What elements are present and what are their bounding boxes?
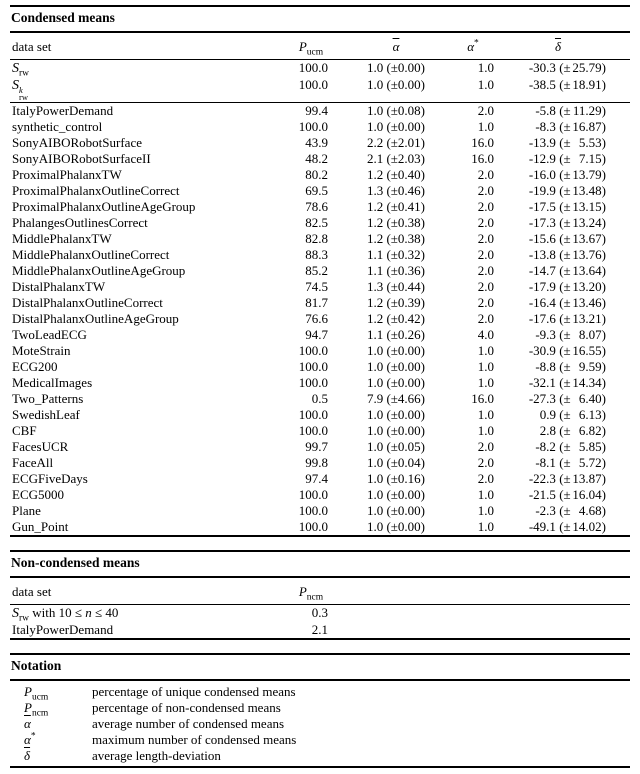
col-header-alpha-mean — [342, 33, 450, 60]
col-header-dataset: data set — [12, 39, 52, 54]
pucm-value: 100.0 — [298, 375, 328, 391]
pucm-value: 100.0 — [298, 343, 328, 359]
delta-bar-symbol: $\overline{\delta}$ — [554, 39, 562, 54]
delta-value: -22.3 (± 13.87) — [528, 471, 606, 487]
notation-symbol — [10, 700, 92, 719]
alpha-mean-value: 1.1 (±0.36) — [366, 263, 426, 279]
alpha-max-value: 1.0 — [477, 519, 494, 535]
notation-description: maximum number of condensed means — [92, 732, 297, 748]
alpha-mean-value: 2.2 (±2.01) — [366, 135, 426, 151]
dataset-row — [10, 60, 630, 78]
alpha-mean-value: 1.0 (±0.00) — [366, 77, 426, 92]
alpha-max-value: 1.0 — [477, 359, 494, 375]
delta-value: -9.3 (± 8.07) — [535, 327, 606, 343]
alpha-max-value: 1.0 — [477, 343, 494, 359]
pucm-value: 78.6 — [305, 199, 328, 215]
dataset-name: Gun_Point — [12, 519, 69, 535]
dataset-row — [10, 622, 630, 639]
alpha-max-value: 2.0 — [477, 311, 494, 327]
alpha-max-value: 1.0 — [477, 407, 494, 423]
alpha-max-value: 16.0 — [471, 151, 494, 167]
dataset-name — [10, 60, 290, 78]
pucm-value: 100.0 — [298, 407, 328, 423]
delta-value: -8.3 (± 16.87) — [535, 119, 606, 135]
delta-value: -14.7 (± 13.64) — [528, 263, 606, 279]
alpha-max-value: 2.0 — [477, 199, 494, 215]
notation-row — [10, 748, 630, 767]
condensed-header-row — [10, 33, 630, 60]
math-symbol: S — [12, 61, 19, 76]
alpha-max-value: 1.0 — [477, 375, 494, 391]
pucm-value: 94.7 — [305, 327, 328, 343]
pucm-value: 88.3 — [305, 247, 328, 263]
dataset-name: DistalPhalanxTW — [12, 279, 106, 295]
dataset-name: DistalPhalanxOutlineAgeGroup — [12, 311, 179, 327]
delta-value: -15.6 (± 13.67) — [528, 231, 606, 247]
pucm-value: 99.8 — [305, 455, 328, 471]
alpha-mean-value: 1.2 (±0.39) — [366, 295, 426, 311]
pucm-value: 81.7 — [305, 295, 328, 311]
dataset-name: SonyAIBORobotSurface — [12, 135, 142, 151]
pucm-value: 100.0 — [298, 503, 328, 519]
alpha-mean-value: 1.3 (±0.46) — [366, 183, 426, 199]
alpha-mean-value: 1.0 (±0.00) — [366, 487, 426, 503]
dataset-name: TwoLeadECG — [12, 327, 87, 343]
alpha-mean-value: 1.0 (±0.00) — [366, 375, 426, 391]
dataset-row — [10, 375, 630, 391]
alpha-max-value: 2.0 — [477, 439, 494, 455]
alpha-max-value: 2.0 — [477, 455, 494, 471]
dataset-row — [10, 77, 630, 103]
alpha-mean-value: 1.2 (±0.38) — [366, 231, 426, 247]
alpha-max-value: 1.0 — [477, 119, 494, 135]
dataset-name: MedicalImages — [12, 375, 93, 391]
condensed-section-title: Condensed means — [11, 10, 115, 25]
dataset-name: FaceAll — [12, 455, 54, 471]
alpha-mean-value: 1.0 (±0.00) — [366, 423, 426, 439]
dataset-name: MiddlePhalanxTW — [12, 231, 112, 247]
dataset-row — [10, 295, 630, 311]
dataset-row — [10, 439, 630, 455]
alpha-max-value: 2.0 — [477, 295, 494, 311]
pucm-value: 100.0 — [298, 423, 328, 439]
dataset-row — [10, 407, 630, 423]
alpha-max-value: 2.0 — [477, 279, 494, 295]
spacer-cell — [342, 622, 630, 639]
alpha-mean-value: 2.1 (±2.03) — [366, 151, 426, 167]
math-symbol: α — [24, 732, 31, 748]
math-symbol: $\overline{\alpha}$ — [24, 716, 31, 732]
pucm-value: 97.4 — [305, 471, 328, 487]
dataset-row — [10, 605, 630, 623]
col-header-pncm — [290, 578, 342, 605]
pucm-value: 100.0 — [298, 487, 328, 503]
dataset-row — [10, 311, 630, 327]
delta-value: 0.9 (± 6.13) — [539, 407, 606, 423]
dataset-name: MiddlePhalanxOutlineCorrect — [12, 247, 170, 263]
math-symbol: $\overline{\delta}$ — [24, 748, 31, 764]
alpha-mean-value: 7.9 (±4.66) — [366, 391, 426, 407]
delta-value: -30.3 (± 25.79) — [528, 60, 606, 75]
dataset-row — [10, 103, 630, 120]
delta-value: -12.9 (± 7.15) — [528, 151, 606, 167]
dataset-row — [10, 231, 630, 247]
spacer-cell — [342, 605, 630, 623]
pucm-value: 100.0 — [298, 77, 328, 92]
alpha-mean-value: 1.0 (±0.00) — [366, 119, 426, 135]
alpha-mean-value: 1.1 (±0.26) — [366, 327, 426, 343]
dataset-row — [10, 503, 630, 519]
pucm-value: 100.0 — [298, 60, 328, 75]
alpha-mean-value: 1.2 (±0.41) — [366, 199, 426, 215]
notation-section — [10, 653, 630, 768]
alpha-mean-value: 1.0 (±0.00) — [366, 343, 426, 359]
dataset-name: synthetic_control — [12, 119, 103, 135]
delta-value: -8.1 (± 5.72) — [535, 455, 606, 471]
math-symbol: S — [12, 606, 19, 622]
non-condensed-section-title: Non-condensed means — [11, 555, 140, 571]
math-symbol: P — [24, 684, 32, 700]
delta-value: -16.4 (± 13.46) — [528, 295, 606, 311]
subscript: rw — [19, 68, 30, 79]
pucm-value: 43.9 — [305, 135, 328, 151]
dataset-row — [10, 247, 630, 263]
dataset-name: PhalangesOutlinesCorrect — [12, 215, 148, 231]
dataset-name: ProximalPhalanxOutlineAgeGroup — [12, 199, 196, 215]
notation-description: percentage of non-condensed means — [92, 700, 281, 716]
subsup-stack: k rw — [19, 84, 28, 103]
dataset-row — [10, 183, 630, 199]
dataset-name: SonyAIBORobotSurfaceII — [12, 151, 151, 167]
dataset-row — [10, 215, 630, 231]
alpha-mean-value: 1.0 (±0.16) — [366, 471, 426, 487]
dataset-name: DistalPhalanxOutlineCorrect — [12, 295, 163, 311]
notation-row — [10, 732, 630, 748]
delta-value: -17.9 (± 13.20) — [528, 279, 606, 295]
notation-row — [10, 716, 630, 732]
col-header-alpha-max — [450, 33, 506, 60]
dataset-row — [10, 167, 630, 183]
alpha-mean-value: 1.3 (±0.44) — [366, 279, 426, 295]
alpha-bar-symbol: $\overline{\alpha}$ — [392, 39, 400, 54]
alpha-max-value: 16.0 — [471, 391, 494, 407]
alpha-mean-value: 1.0 (±0.00) — [366, 407, 426, 423]
notation-symbol — [10, 748, 92, 767]
alpha-max-value: 1.0 — [477, 423, 494, 439]
non-condensed-means-table — [10, 578, 630, 640]
dataset-row — [10, 279, 630, 295]
alpha-max-value: 1.0 — [477, 487, 494, 503]
delta-value: -49.1 (± 14.02) — [528, 519, 606, 535]
alpha-mean-value: 1.0 (±0.05) — [366, 439, 426, 455]
pucm-value: 100.0 — [298, 359, 328, 375]
pucm-value: 69.5 — [305, 183, 328, 199]
alpha-max-value: 4.0 — [477, 327, 494, 343]
alpha-mean-value: 1.2 (±0.40) — [366, 167, 426, 183]
dataset-row — [10, 471, 630, 487]
dataset-name: SwedishLeaf — [12, 407, 80, 423]
spacer-header — [342, 578, 630, 605]
superscript: * — [30, 731, 36, 742]
dataset-row — [10, 391, 630, 407]
pucm-value: 74.5 — [305, 279, 328, 295]
dataset-row — [10, 519, 630, 536]
alpha-mean-value: 1.0 (±0.00) — [366, 503, 426, 519]
delta-value: -13.9 (± 5.53) — [528, 135, 606, 151]
delta-value: -27.3 (± 6.40) — [528, 391, 606, 407]
condensed-special-rows — [10, 60, 630, 103]
dataset-row — [10, 343, 630, 359]
ncm-subscript: ncm — [306, 592, 324, 603]
alpha-mean-value: 1.0 (±0.00) — [366, 519, 426, 535]
alpha-symbol: α — [467, 39, 475, 54]
pucm-value: 0.5 — [311, 391, 328, 407]
delta-value: -17.5 (± 13.15) — [528, 199, 606, 215]
dataset-row — [10, 135, 630, 151]
pucm-value: 99.4 — [305, 103, 328, 119]
p-symbol: P — [298, 39, 307, 54]
pucm-value: 48.2 — [305, 151, 328, 167]
condensed-means-section — [10, 5, 630, 537]
dataset-row — [10, 455, 630, 471]
alpha-max-value: 2.0 — [477, 263, 494, 279]
notation-table — [10, 681, 630, 768]
delta-value: -21.5 (± 16.04) — [528, 487, 606, 503]
alpha-max-value: 2.0 — [477, 167, 494, 183]
subscript: ucm — [31, 692, 49, 703]
alpha-max-value: 2.0 — [477, 183, 494, 199]
dataset-name: ECG200 — [12, 359, 58, 375]
notation-description: percentage of unique condensed means — [92, 684, 296, 700]
col-header-delta — [506, 33, 630, 60]
notation-row — [10, 681, 630, 700]
math-symbol: P — [24, 700, 32, 716]
dataset-row — [10, 359, 630, 375]
delta-value: -17.6 (± 13.21) — [528, 311, 606, 327]
ucm-subscript: ucm — [306, 47, 324, 58]
delta-value: -38.5 (± 18.91) — [528, 77, 606, 92]
dataset-name: ItalyPowerDemand — [12, 622, 114, 638]
dataset-name: Plane — [12, 503, 41, 519]
dataset-row — [10, 119, 630, 135]
dataset-name: ECG5000 — [12, 487, 64, 503]
delta-value: -30.9 (± 16.55) — [528, 343, 606, 359]
delta-value: -19.9 (± 13.48) — [528, 183, 606, 199]
dataset-name: Two_Patterns — [12, 391, 84, 407]
alpha-mean-value: 1.1 (±0.32) — [366, 247, 426, 263]
alpha-max-value: 1.0 — [477, 503, 494, 519]
notation-symbol — [10, 681, 92, 703]
delta-value: -17.3 (± 13.24) — [528, 215, 606, 231]
alpha-mean-value: 1.0 (±0.08) — [366, 103, 426, 119]
delta-value: -13.8 (± 13.76) — [528, 247, 606, 263]
dataset-row — [10, 327, 630, 343]
pucm-value: 100.0 — [298, 119, 328, 135]
notation-section-title: Notation — [11, 658, 62, 674]
alpha-max-value: 2.0 — [477, 231, 494, 247]
col-header-pucm — [290, 33, 342, 60]
alpha-max-value: 2.0 — [477, 247, 494, 263]
dataset-name: MiddlePhalanxOutlineAgeGroup — [12, 263, 186, 279]
alpha-mean-value: 1.0 (±0.04) — [366, 455, 426, 471]
condensed-means-table — [10, 33, 630, 537]
notation-description: average number of condensed means — [92, 716, 285, 732]
delta-value: -8.8 (± 9.59) — [535, 359, 606, 375]
dataset-row — [10, 199, 630, 215]
delta-value: 2.8 (± 6.82) — [539, 423, 606, 439]
non-condensed-rows — [10, 605, 630, 640]
notation-row — [10, 700, 630, 716]
p-symbol: P — [298, 584, 307, 600]
notation-symbol — [10, 732, 92, 748]
pucm-value: 82.8 — [305, 231, 328, 247]
dataset-row — [10, 151, 630, 167]
pucm-value: 85.2 — [305, 263, 328, 279]
alpha-mean-value: 1.0 (±0.00) — [366, 60, 426, 75]
math-variable: n — [85, 605, 92, 621]
delta-value: -8.2 (± 5.85) — [535, 439, 606, 455]
delta-value: -2.3 (± 4.68) — [535, 503, 606, 519]
dataset-name — [10, 77, 290, 103]
delta-value: -5.8 (± 11.29) — [535, 103, 606, 119]
dataset-name: ProximalPhalanxTW — [12, 167, 122, 183]
dataset-row — [10, 423, 630, 439]
alpha-mean-value: 1.2 (±0.38) — [366, 215, 426, 231]
subscript: ncm — [31, 708, 49, 719]
math-symbol: S — [12, 78, 19, 93]
pncm-value: 2.1 — [311, 622, 328, 638]
non-condensed-header-row — [10, 578, 630, 605]
pucm-value: 82.5 — [305, 215, 328, 231]
dataset-name: ItalyPowerDemand — [12, 103, 114, 119]
pucm-value: 100.0 — [298, 519, 328, 535]
notation-rows — [10, 681, 630, 767]
dataset-row — [10, 487, 630, 503]
subscript: rw — [19, 613, 30, 624]
pncm-value: 0.3 — [311, 605, 328, 621]
alpha-mean-value: 1.2 (±0.42) — [366, 311, 426, 327]
alpha-max-value: 2.0 — [477, 471, 494, 487]
dataset-name: FacesUCR — [12, 439, 69, 455]
alpha-max-value: 2.0 — [477, 103, 494, 119]
pucm-value: 76.6 — [305, 311, 328, 327]
pucm-value: 99.7 — [305, 439, 328, 455]
star-superscript: * — [474, 38, 479, 49]
dataset-name: ECGFiveDays — [12, 471, 88, 487]
dataset-name: CBF — [12, 423, 37, 439]
alpha-max-value: 1.0 — [477, 60, 494, 75]
alpha-max-value: 2.0 — [477, 215, 494, 231]
alpha-max-value: 1.0 — [477, 77, 494, 92]
notation-description: average length-deviation — [92, 748, 221, 764]
col-header-dataset-ncm: data set — [12, 584, 52, 600]
pucm-value: 80.2 — [305, 167, 328, 183]
dataset-name: MoteStrain — [12, 343, 71, 359]
delta-value: -32.1 (± 14.34) — [528, 375, 606, 391]
condensed-main-rows — [10, 103, 630, 537]
alpha-max-value: 16.0 — [471, 135, 494, 151]
alpha-mean-value: 1.0 (±0.00) — [366, 359, 426, 375]
dataset-name: $S_{rw}$ with 10 ≤ n ≤ 40 — [12, 605, 119, 624]
notation-symbol — [10, 716, 92, 732]
dataset-name: ProximalPhalanxOutlineCorrect — [12, 183, 180, 199]
delta-value: -16.0 (± 13.79) — [528, 167, 606, 183]
dataset-row — [10, 263, 630, 279]
non-condensed-means-section — [10, 550, 630, 640]
